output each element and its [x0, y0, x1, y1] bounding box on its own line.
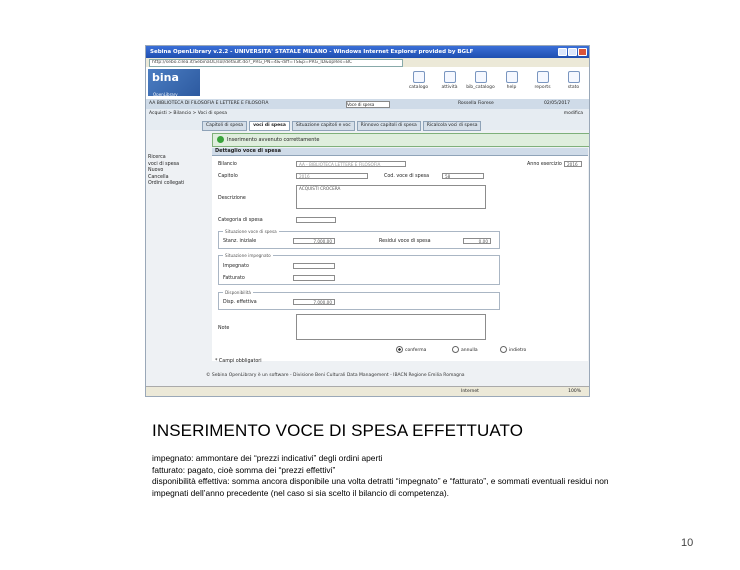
app-header	[146, 67, 589, 99]
window-title: Sebina OpenLibrary v.2.2 - UNIVERSITA' STATALE MILANO - Windows Internet Explorer provided by BGLF	[150, 49, 474, 55]
check-icon	[217, 136, 224, 143]
stato-icon	[568, 71, 580, 83]
disponibilita-fieldset	[218, 292, 500, 310]
logo-subtitle: OpenLibrary	[153, 92, 178, 97]
residui-field[interactable]: 0,00	[463, 238, 491, 244]
residui-label: Residui voce di spesa	[379, 239, 431, 244]
disp-field[interactable]: 7.000,00	[293, 299, 335, 305]
modifica-link[interactable]: modifica	[563, 111, 583, 116]
tool-label: reports	[534, 85, 551, 90]
side-item-nuovo[interactable]: Nuovo	[148, 168, 164, 173]
success-text: Inserimento avvenuto correttamente	[227, 137, 320, 143]
note-label: Note	[218, 326, 230, 331]
tool-label: help	[506, 85, 517, 90]
sebina-logo	[148, 69, 200, 96]
tool-attivita[interactable]	[434, 71, 465, 90]
fatturato-label: Fatturato	[223, 276, 245, 281]
stanz-label: Stanz. iniziale	[223, 239, 257, 244]
detail-title: Dettaglio voce di spesa	[212, 148, 588, 156]
tab-situazione[interactable]: Situazione capitoli e voc	[292, 121, 355, 131]
side-item-voci[interactable]: voci di spesa	[148, 161, 180, 167]
radio-conferma[interactable]	[396, 346, 426, 353]
disponibilita-legend: Disponibilità	[225, 290, 251, 295]
descrizione-field[interactable]: ACQUISTI CROCERA	[296, 185, 486, 209]
situazione-fieldset	[218, 231, 500, 249]
anno-label: Anno esercizio	[527, 162, 562, 167]
note-impegnato: impegnato: ammontare dei “prezzi indicativi” degli ordini aperti	[152, 453, 383, 463]
url-field[interactable]: http://sebo.cilea.it/SebinaOL/sol/default.do?_PRG_PN=4&-diff=TS&p=PRG_ID&opRes=BC	[149, 59, 403, 67]
breadcrumb: Acquisti > Bilancio > Voci di spesa	[149, 111, 227, 116]
search-box[interactable]: Voce di spesa	[346, 101, 390, 108]
help-icon	[506, 71, 518, 83]
screenshot	[145, 45, 590, 397]
status-bar	[146, 386, 589, 397]
radio-label: indietro	[509, 348, 527, 353]
slide-notes	[152, 453, 622, 499]
radio-label: annulla	[461, 348, 478, 353]
impegnato-legend: Situazione impegnato	[225, 253, 271, 258]
tool-reports[interactable]	[527, 71, 558, 90]
reports-icon	[537, 71, 549, 83]
impegnato-fieldset	[218, 255, 500, 285]
tool-help[interactable]	[496, 71, 527, 90]
bilancio-select[interactable]: AA - BIBLIOTECA LETTERE E FILOSOFIA	[296, 161, 406, 167]
descrizione-label: Descrizione	[218, 196, 246, 201]
top-toolbar	[403, 71, 589, 90]
side-item-ordini[interactable]: Ordini collegati	[148, 181, 185, 186]
impegnato-label: Impegnato	[223, 264, 249, 269]
radio-checked-icon	[396, 346, 403, 353]
logo-text: bina	[152, 71, 179, 84]
tool-bib-catalogo[interactable]	[465, 71, 496, 90]
detail-form	[212, 156, 588, 364]
maximize-icon[interactable]	[568, 48, 577, 56]
tab-ricalcola[interactable]: Ricalcola voci di spesa	[423, 121, 482, 131]
attivita-icon	[444, 71, 456, 83]
slide-heading: INSERIMENTO VOCE DI SPESA EFFETTUATO	[152, 421, 524, 440]
catalogo-icon	[413, 71, 425, 83]
tool-stato[interactable]	[558, 71, 589, 90]
capitolo-select[interactable]: 2016	[296, 173, 368, 179]
required-note: * Campi obbligatori	[215, 359, 262, 364]
cod-voce-field[interactable]: 58	[442, 173, 484, 179]
tool-label: catalogo	[408, 85, 429, 90]
radio-annulla[interactable]	[452, 346, 478, 353]
note-field[interactable]	[296, 314, 486, 340]
tool-label: bib_catalogo	[466, 85, 495, 90]
radio-label: conferma	[405, 348, 427, 353]
categoria-label: Categoria di spesa	[218, 218, 263, 223]
tab-voci[interactable]: voci di spesa	[249, 121, 290, 131]
note-fatturato: fatturato: pagato, cioè somma dei “prezzi effettivi”	[152, 464, 336, 475]
bilancio-label: Bilancio	[218, 162, 237, 167]
stanz-field[interactable]: 7.000,00	[293, 238, 335, 244]
side-item-cancella[interactable]: Cancella	[148, 174, 169, 180]
tool-label: stato	[567, 85, 580, 90]
radio-indietro[interactable]	[500, 346, 526, 353]
anno-field[interactable]: 2016	[564, 161, 582, 167]
user-name: Rossella Fiorese	[458, 101, 494, 106]
zone-text: Internet	[461, 389, 479, 394]
tool-label: attività	[441, 85, 458, 90]
tool-catalogo[interactable]	[403, 71, 434, 90]
side-item-ricerca[interactable]: Ricerca	[148, 155, 166, 160]
success-message	[212, 133, 590, 147]
impegnato-field[interactable]	[293, 263, 335, 269]
close-icon[interactable]	[578, 48, 587, 56]
tab-bar	[146, 119, 589, 130]
page-number: 10	[681, 537, 694, 549]
zoom-text[interactable]: 100%	[568, 389, 581, 394]
app-footer: © Sebina OpenLibrary è un software - Divisione Beni Culturali Data Management - IBACN Regione Emilia Romagna	[206, 373, 465, 378]
minimize-icon[interactable]	[558, 48, 567, 56]
window-controls	[558, 48, 587, 56]
detail-panel	[212, 148, 588, 364]
fatturato-field[interactable]	[293, 275, 335, 281]
capitolo-label: Capitolo	[218, 174, 238, 179]
session-date: 02/05/2017	[544, 101, 570, 106]
library-name: AA BIBLIOTECA DI FILOSOFIA E LETTERE E FILOSOFIA	[149, 101, 269, 106]
note-disponibilita: disponibilità effettiva: somma ancora disponibile una volta detratti “impegnato” e “fatturato”, e sommati eventuali residui non impegnati dell’anno precedente (nel caso si sia scelto il bilancio di competenza).	[152, 476, 609, 498]
tab-rinnovo[interactable]: Rinnovo capitoli di spesa	[357, 121, 421, 131]
radio-icon	[500, 346, 507, 353]
categoria-select[interactable]	[296, 217, 336, 223]
radio-icon	[452, 346, 459, 353]
disp-label: Disp. effettiva	[223, 300, 257, 305]
situazione-legend: Situazione voce di spesa	[225, 229, 277, 234]
side-menu	[146, 155, 210, 188]
window-titlebar	[146, 46, 589, 58]
bib-catalogo-icon	[475, 71, 487, 83]
tab-capitoli[interactable]: Capitoli di spesa	[202, 121, 247, 131]
cod-voce-label: Cod. voce di spesa	[384, 174, 430, 179]
